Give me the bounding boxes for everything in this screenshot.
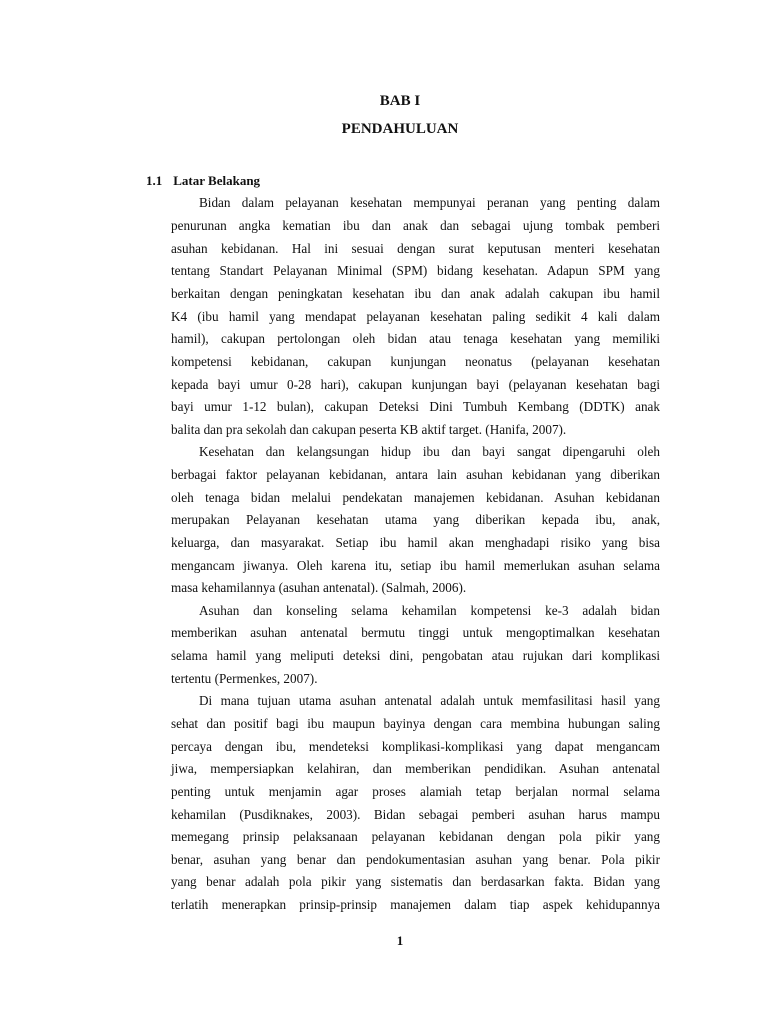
text-line: bayi umur 1-12 bulan), cakupan Deteksi Dini Tumbuh Kembang (DDTK) anak <box>171 399 660 414</box>
text-line: oleh tenaga bidan melalui pendekatan manajemen kebidanan. Asuhan kebidanan <box>171 490 660 505</box>
text-line: penting untuk menjamin agar proses alamiah tetap berjalan normal selama <box>171 784 660 799</box>
text-line: percaya dengan ibu, mendeteksi komplikasi-komplikasi yang dapat mengancam <box>171 739 660 754</box>
text-line: kehamilan (Pusdiknakes, 2003). Bidan sebagai pemberi asuhan harus mampu <box>171 807 660 822</box>
text-line: K4 (ibu hamil yang mendapat pelayanan kesehatan paling sedikit 4 kali dalam <box>171 309 660 324</box>
chapter-title: PENDAHULUAN <box>341 121 459 137</box>
text-line: berbagai faktor pelayanan kebidanan, antara lain asuhan kebidanan yang diberikan <box>171 467 660 482</box>
section-title: Latar Belakang <box>173 173 261 188</box>
text-line: kompetensi kebidanan, cakupan kunjungan neonatus (pelayanan kesehatan <box>171 354 660 369</box>
section-number: 1.1 <box>146 173 163 188</box>
text-line: berkaitan dengan peningkatan kesehatan ibu dan anak adalah cakupan ibu hamil <box>171 286 660 301</box>
text-line: keluarga, dan masyarakat. Setiap ibu hamil akan menghadapi risiko yang bisa <box>171 535 660 550</box>
text-line: memberikan asuhan antenatal bermutu tinggi untuk mengoptimalkan kesehatan <box>171 625 660 640</box>
text-line: hamil), cakupan pertolongan oleh bidan atau tenaga kesehatan yang memiliki <box>171 331 660 346</box>
text-line: Di mana tujuan utama asuhan antenatal adalah untuk memfasilitasi hasil yang <box>199 693 660 708</box>
text-line: merupakan Pelayanan kesehatan utama yang diberikan kepada ibu, anak, <box>171 512 660 527</box>
chapter-number: BAB I <box>379 93 421 109</box>
text-line: penurunan angka kematian ibu dan anak dan sebagai ujung tombak pemberi <box>171 218 660 233</box>
text-line: asuhan kebidanan. Hal ini sesuai dengan surat keputusan menteri kesehatan <box>171 241 660 256</box>
text-line: jiwa, mempersiapkan kelahiran, dan memberikan pendidikan. Asuhan antenatal <box>171 761 660 776</box>
text-line: Bidan dalam pelayanan kesehatan mempunyai peranan yang penting dalam <box>199 195 660 210</box>
text-line: selama hamil yang meliputi deteksi dini, pengobatan atau rujukan dari komplikasi <box>171 648 660 663</box>
text-line: balita dan pra sekolah dan cakupan peserta KB aktif target. (Hanifa, 2007). <box>171 422 567 437</box>
text-line: tentang Standart Pelayanan Minimal (SPM) bidang kesehatan. Adapun SPM yang <box>171 263 660 278</box>
text-line: mengancam jiwanya. Oleh karena itu, setiap ibu hamil memerlukan asuhan selama <box>171 558 660 573</box>
text-line: yang benar adalah pola pikir yang sistematis dan berdasarkan fakta. Bidan yang <box>171 874 660 889</box>
text-line: Asuhan dan konseling selama kehamilan kompetensi ke-3 adalah bidan <box>199 603 660 618</box>
text-line: kepada bayi umur 0-28 hari), cakupan kunjungan bayi (pelayanan kesehatan bagi <box>171 377 660 392</box>
page-number: 1 <box>396 933 404 948</box>
text-line: memegang prinsip pelaksanaan pelayanan kebidanan dengan pola pikir yang <box>171 829 660 844</box>
section-heading <box>146 173 260 189</box>
text-line: tertentu (Permenkes, 2007). <box>171 671 318 686</box>
text-line: terlatih menerapkan prinsip-prinsip manajemen dalam tiap aspek kehidupannya <box>171 897 660 912</box>
text-line: benar, asuhan yang benar dan pendokumentasian asuhan yang benar. Pola pikir <box>171 852 660 867</box>
text-line: Kesehatan dan kelangsungan hidup ibu dan bayi sangat dipengaruhi oleh <box>199 444 660 459</box>
text-line: sehat dan positif bagi ibu maupun bayinya dengan cara membina hubungan saling <box>171 716 660 731</box>
text-line: masa kehamilannya (asuhan antenatal). (Salmah, 2006). <box>171 580 467 595</box>
